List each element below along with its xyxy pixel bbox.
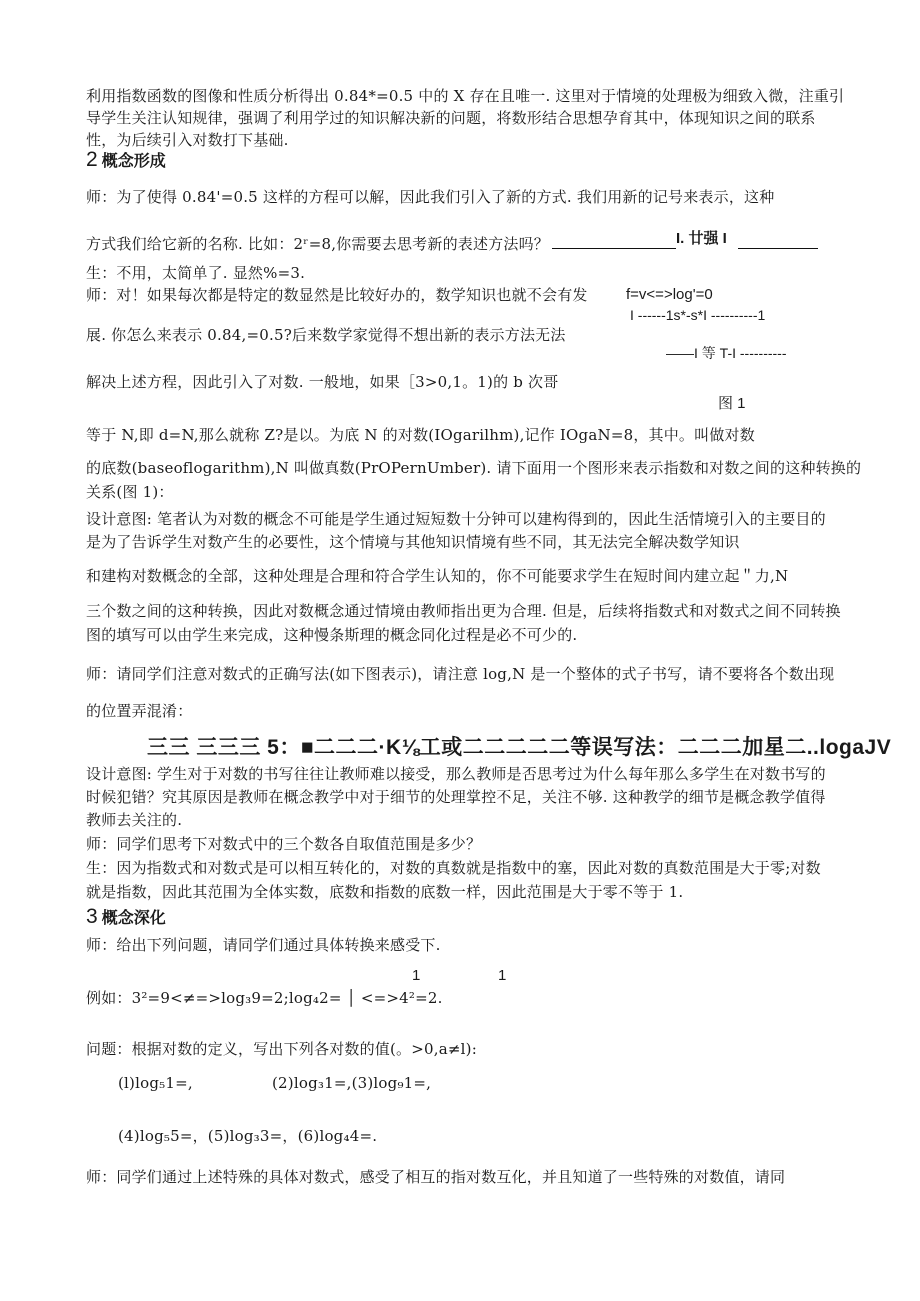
section-number: 2	[86, 148, 98, 171]
figure-caption: 图 1	[718, 395, 746, 412]
section-title: 概念形成	[101, 151, 166, 170]
text-line: 关系(图 1)：	[86, 483, 174, 501]
text-line: 解决上述方程，因此引入了对数. 一般地，如果［3>0,1。1)的 b 次哥	[86, 373, 559, 391]
text-line: 设计意图: 笔者认为对数的概念不可能是学生通过短短数十分钟可以建构得到的，因此生活情境引入的主要目的	[86, 510, 826, 528]
section-title: 概念深化	[101, 908, 166, 927]
text-line: 的底数(baseoflogarithm),N 叫做真数(PrOPernUmber). 请下面用一个图形来表示指数和对数之间的这种转换的	[86, 459, 862, 477]
text-line: 设计意图: 学生对于对数的书写往往让教师难以接受，那么教师是否思考过为什么每年那么多学生在对数书写的	[86, 765, 826, 783]
section-heading-3	[86, 906, 166, 929]
text-line: 时候犯错？究其原因是教师在概念教学中对于细节的处理掌控不足，关注不够. 这种教学的细节是概念教学值得	[86, 788, 826, 806]
text-line: 师：请同学们注意对数式的正确写法(如下图表示)，请注意 log,N 是一个整体的式子书写，请不要将各个数出现	[86, 665, 835, 683]
paragraph-line: 导学生关注认知规律，强调了利用学过的知识解决新的问题，将数形结合思想孕育其中，体现知识之间的联系	[86, 109, 816, 127]
text-line: 展. 你怎么来表示 0.84,=0.5?后来数学家觉得不想出新的表示方法无法	[86, 326, 566, 344]
paragraph-line: 性，为后续引入对数打下基础.	[86, 131, 289, 149]
text-line: 的位置弄混淆：	[86, 702, 193, 720]
text-line: 师：为了使得 0.84'=0.5 这样的方程可以解，因此我们引入了新的方式. 我们用新的记号来表示，这种	[86, 188, 775, 206]
text-line: 师：同学们通过上述特殊的具体对数式，感受了相互的指对数互化，并且知道了一些特殊的对数值，请同	[86, 1168, 786, 1186]
question-line: 问题：根据对数的定义，写出下列各对数的值(。>0,a≠l):	[86, 1040, 477, 1058]
question-item: (2)log₃1=,(3)log₉1=,	[272, 1074, 432, 1092]
text-line: 三个数之间的这种转换，因此对数概念通过情境由教师指出更为合理. 但是，后续将指数式和对数式之间不同转换	[86, 602, 841, 620]
figure-arrow-row: I ------1s*-s*I ----------1	[630, 307, 766, 323]
section-heading-2	[86, 149, 166, 172]
example-line: 例如：3²=9<≠=>log₃9=2;log₄2= │ <=>4²=2.	[86, 989, 443, 1007]
question-item: (l)log₅1=,	[118, 1074, 193, 1092]
figure-label-top: I. 廿强 I	[676, 230, 727, 247]
paragraph-line: 利用指数函数的图像和性质分析得出 0.84*=0.5 中的 X 存在且唯一. 这里对于情境的处理极为细致入微，注重引	[86, 87, 845, 105]
text-line: 就是指数，因此其范围为全体实数，底数和指数的底数一样，因此范围是大于零不等于 1.	[86, 883, 684, 901]
text-line: 生：不用，太简单了. 显然%=3.	[86, 264, 306, 282]
blank-underline	[552, 248, 676, 249]
fraction-numerator: 1	[498, 967, 507, 984]
notation-example-line: 三三 三三三 5：■二二二·K⅛工或二二二二二等误写法：二二二加星二..logaJV	[147, 736, 892, 759]
question-item: (4)log₅5=，(5)log₃3=，(6)log₄4=.	[118, 1127, 378, 1145]
text-line: 师：给出下列问题，请同学们通过具体转换来感受下.	[86, 936, 441, 954]
text-line: 师：同学们思考下对数式中的三个数各自取值范围是多少？	[86, 835, 482, 853]
figure-formula: f=v<=>log'=0	[626, 286, 713, 303]
text-line: 图的填写可以由学生来完成，这种慢条斯理的概念同化过程是必不可少的.	[86, 626, 578, 644]
section-number: 3	[86, 905, 98, 928]
text-line: 生：因为指数式和对数式是可以相互转化的，对数的真数就是指数中的塞，因此对数的真数范围是大于零;对数	[86, 859, 821, 877]
figure-arrow-row-2: ——I 等 T-I ----------	[666, 345, 787, 361]
text-line: 和建构对数概念的全部，这种处理是合理和符合学生认知的，你不可能要求学生在短时间内建立起＂力,N	[86, 567, 789, 585]
text-line: 教师去关注的.	[86, 811, 183, 829]
figure-line	[738, 248, 818, 249]
text-line: 等于 N,即 d=N,那么就称 Z?是以。为底 N 的对数(IOgarilhm),记作 IOgaN=8，其中。叫做对数	[86, 426, 755, 444]
text-line: 师：对！如果每次都是特定的数显然是比较好办的，数学知识也就不会有发	[86, 286, 588, 304]
text-line: 是为了告诉学生对数产生的必要性，这个情境与其他知识情境有些不同，其无法完全解决数学知识	[86, 533, 740, 551]
text-line: 方式我们给它新的名称. 比如：2ʳ=8,你需要去思考新的表述方法吗？	[86, 235, 549, 253]
fraction-numerator: 1	[412, 967, 421, 984]
